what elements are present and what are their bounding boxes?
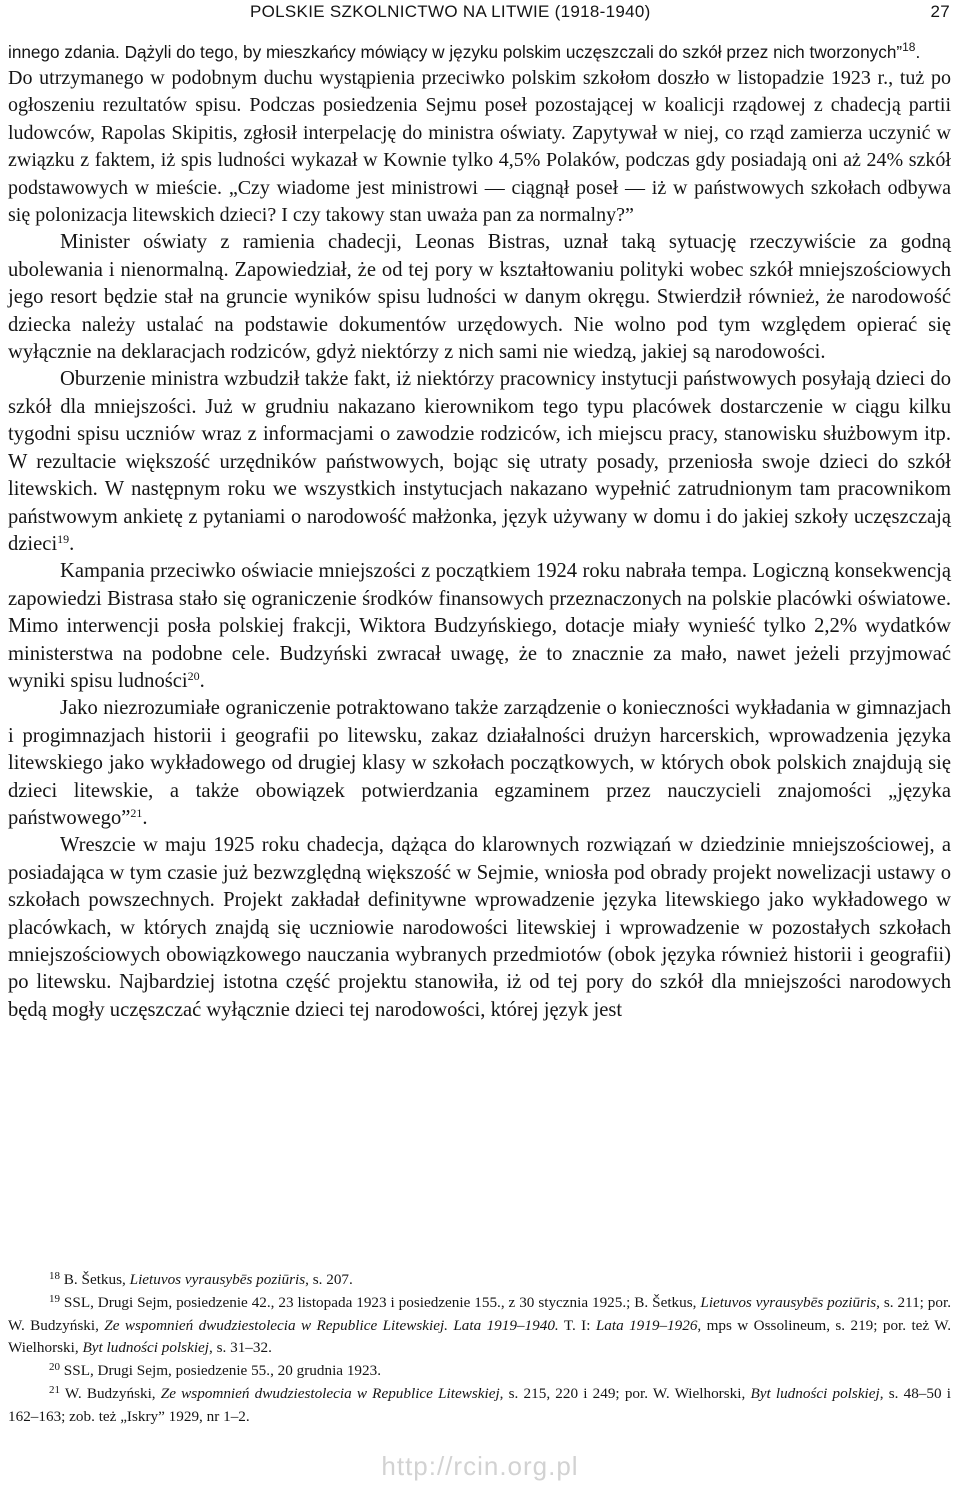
body-text [8,40,951,1024]
footnote-number: 21 [49,1383,60,1396]
running-title: POLSKIE SZKOLNICTWO NA LITWIE (1918-1940) [250,2,651,21]
paragraph: Oburzenie ministra wzbudził także fakt, iż niektórzy pracownicy instytucji państwowych posyłają dzieci do szkół dla mniejszości. Już w grudniu nakazano kierownikom tego typu placówek dostarczenie w ciągu kilku tygodni spisu uczniów wraz z informacjami o zawodzie rodziców, ich miejscu pracy, stanowisku służbowym itp. W rezultacie większość urzędników państwowych, bojąc się utraty posady, przeniosła swoje dzieci do szkół litewskich. W następnym roku we wszystkich instytucjach nakazano wypełnić zatrudnionym tam pracownikom państwowym ankietę z pytaniami o narodowość małżonka, język używany w domu i do jakiej szkoły uczęszczają dzieci$^{19}$. [8,368,951,555]
footnote: $^{19}$ SSL, Drugi Sejm, posiedzenie 42., 23 listopada 1923 i posiedzenie 155., z 30 stycznia 1925.; B. Šetkus, Lietuvos vyrausybēs poziūris, s. 211; por. W. Budzyński, Ze wspomnień dwudziestolecia w Republice Litewskiej. Lata 1919–1940. T. I: Lata 1919–1926, mps w Ossolineum, s. 219; por. też W. Wielhorski, Byt ludności polskiej, s. 31–32. [8,1292,952,1357]
footnote-ref[interactable]: 18 [902,40,916,54]
footnote: $^{18}$ B. Šetkus, Lietuvos vyrausybēs poziūris, s. 207. [49,1270,353,1288]
footnote-ref[interactable]: 21 [130,805,143,820]
footnote: $^{20}$ SSL, Drugi Sejm, posiedzenie 55., 20 grudnia 1923. [49,1361,382,1380]
footnote-number: 18 [49,1270,60,1282]
footnote-ref[interactable]: 20 [187,668,200,683]
footnote: $^{21}$ W. Budzyński, Ze wspomnień dwudziestolecia w Republice Litewskiej, s. 215, 220 i 249; por. W. Wielhorski, Byt ludności polskiej, s. 48–50 i 162–163; zob. też „Iskry” 1929, nr 1–2. [8,1383,951,1425]
footnote-number: 19 [49,1292,60,1305]
paragraph: Kampania przeciwko oświacie mniejszości z początkiem 1924 roku nabrała tempa. Logiczną konsekwencją zapowiedzi Bistrasa stało się ograniczenie środków finansowych przeznaczonych na polskie placówki oświatowe. Mimo interwencji posła polskiej frakcji, Wiktora Budzyńskiego, dotacje miały wynieść tylko 2,2% wydatków ministerstwa na podobne cele. Budzyński zwracał uwagę, że to znacznie za mało, nawet jeżeli przyjmować wyniki spisu ludności$^{20}$. [8,560,951,692]
paragraph: Wreszcie w maju 1925 roku chadecja, dążąca do klarownych rozwiązań w dziedzinie mniejszościowej, a posiadająca w tym czasie już bezwzględną większość w Sejmie, wniosła pod obrady projekt nowelizacji ustawy o szkołach powszechnych. Projekt zakładał definitywne wprowadzenie języka litewskiego jako wykładowego w placówkach, w których znajdą się uczniowie narodowości litewskiej i wprowadzenie w pozostałych szkołach mniejszościowych obowiązkowego nauczania wybranych przedmiotów (obok języka również historii i geografii) po litewsku. Najbardziej istotna część projektu stanowiła, iż od tej pory do szkół dla mniejszości narodowych będą mogły uczęszczać wyłącznie dzieci tej narodowości, której język jest [8,834,951,1021]
paragraph: innego zdania. Dążyli do tego, by mieszkańcy mówiący w języku polskim uczęszczali do szkół przez nich tworzonych”$^{18}$. [8,40,921,62]
watermark-url: http://rcin.org.pl [381,1451,579,1481]
footnotes [8,1269,951,1429]
paragraph: Jako niezrozumiałe ograniczenie potraktowano także zarządzenie o konieczności wykładania w gimnazjach i progimnazjach historii i geografii po litewsku, zakaz działalności drużyn harcerskich, wprowadzenia języka litewskiego jako wykładowego od drugiej klasy w szkołach początkowych, w których obok polskich znajdują się dzieci litewskie, a także obowiązek potwierdzania egzaminem przez nauczycieli znajomości „języka państwowego”$^{21}$. [8,697,951,829]
footnote-number: 20 [49,1361,60,1374]
page-number: 27 [930,2,950,21]
running-header [250,2,950,28]
paragraph: Minister oświaty z ramienia chadecji, Leonas Bistras, uznał taką sytuację rzeczywiście za godną ubolewania i nienormalną. Zapowiedział, że od tej pory w kształtowaniu polityki wobec szkół mniejszościowych jego resort będzie stał na gruncie wyników spisu ludności w danym okręgu. Stwierdził również, że narodowość dziecka należy ustalać na podstawie dokumentów urzędowych. Nie wolno pod tym względem opierać się wyłącznie na deklaracjach rodziców, gdyż niektórzy z nich sami nie wiedzą, jakiej są narodowości. [8,231,951,364]
paragraph: Do utrzymanego w podobnym duchu wystąpienia przeciwko polskim szkołom doszło w listopadzie 1923 r., tuż po ogłoszeniu rezultatów spisu. Podczas posiedzenia Sejmu poseł pozostającej w koalicji rządowej z chadecją partii ludowców, Rapolas Skipitis, zgłosił interpelację do ministra oświaty. Zapytywał w niej, co rząd zamierza uczynić w związku z faktem, iż spis ludności wykazał w Kownie tylko 4,5% Polaków, podczas gdy posiadają oni aż 24% szkół podstawowych w mieście. „Czy wiadome jest ministrowi — ciągnął poseł — iż w państwowych szkołach odbywa się polonizacja litewskich dzieci? I czy takowy stan uważa pan za normalny?” [8,67,951,227]
footnote-ref[interactable]: 19 [57,531,70,546]
